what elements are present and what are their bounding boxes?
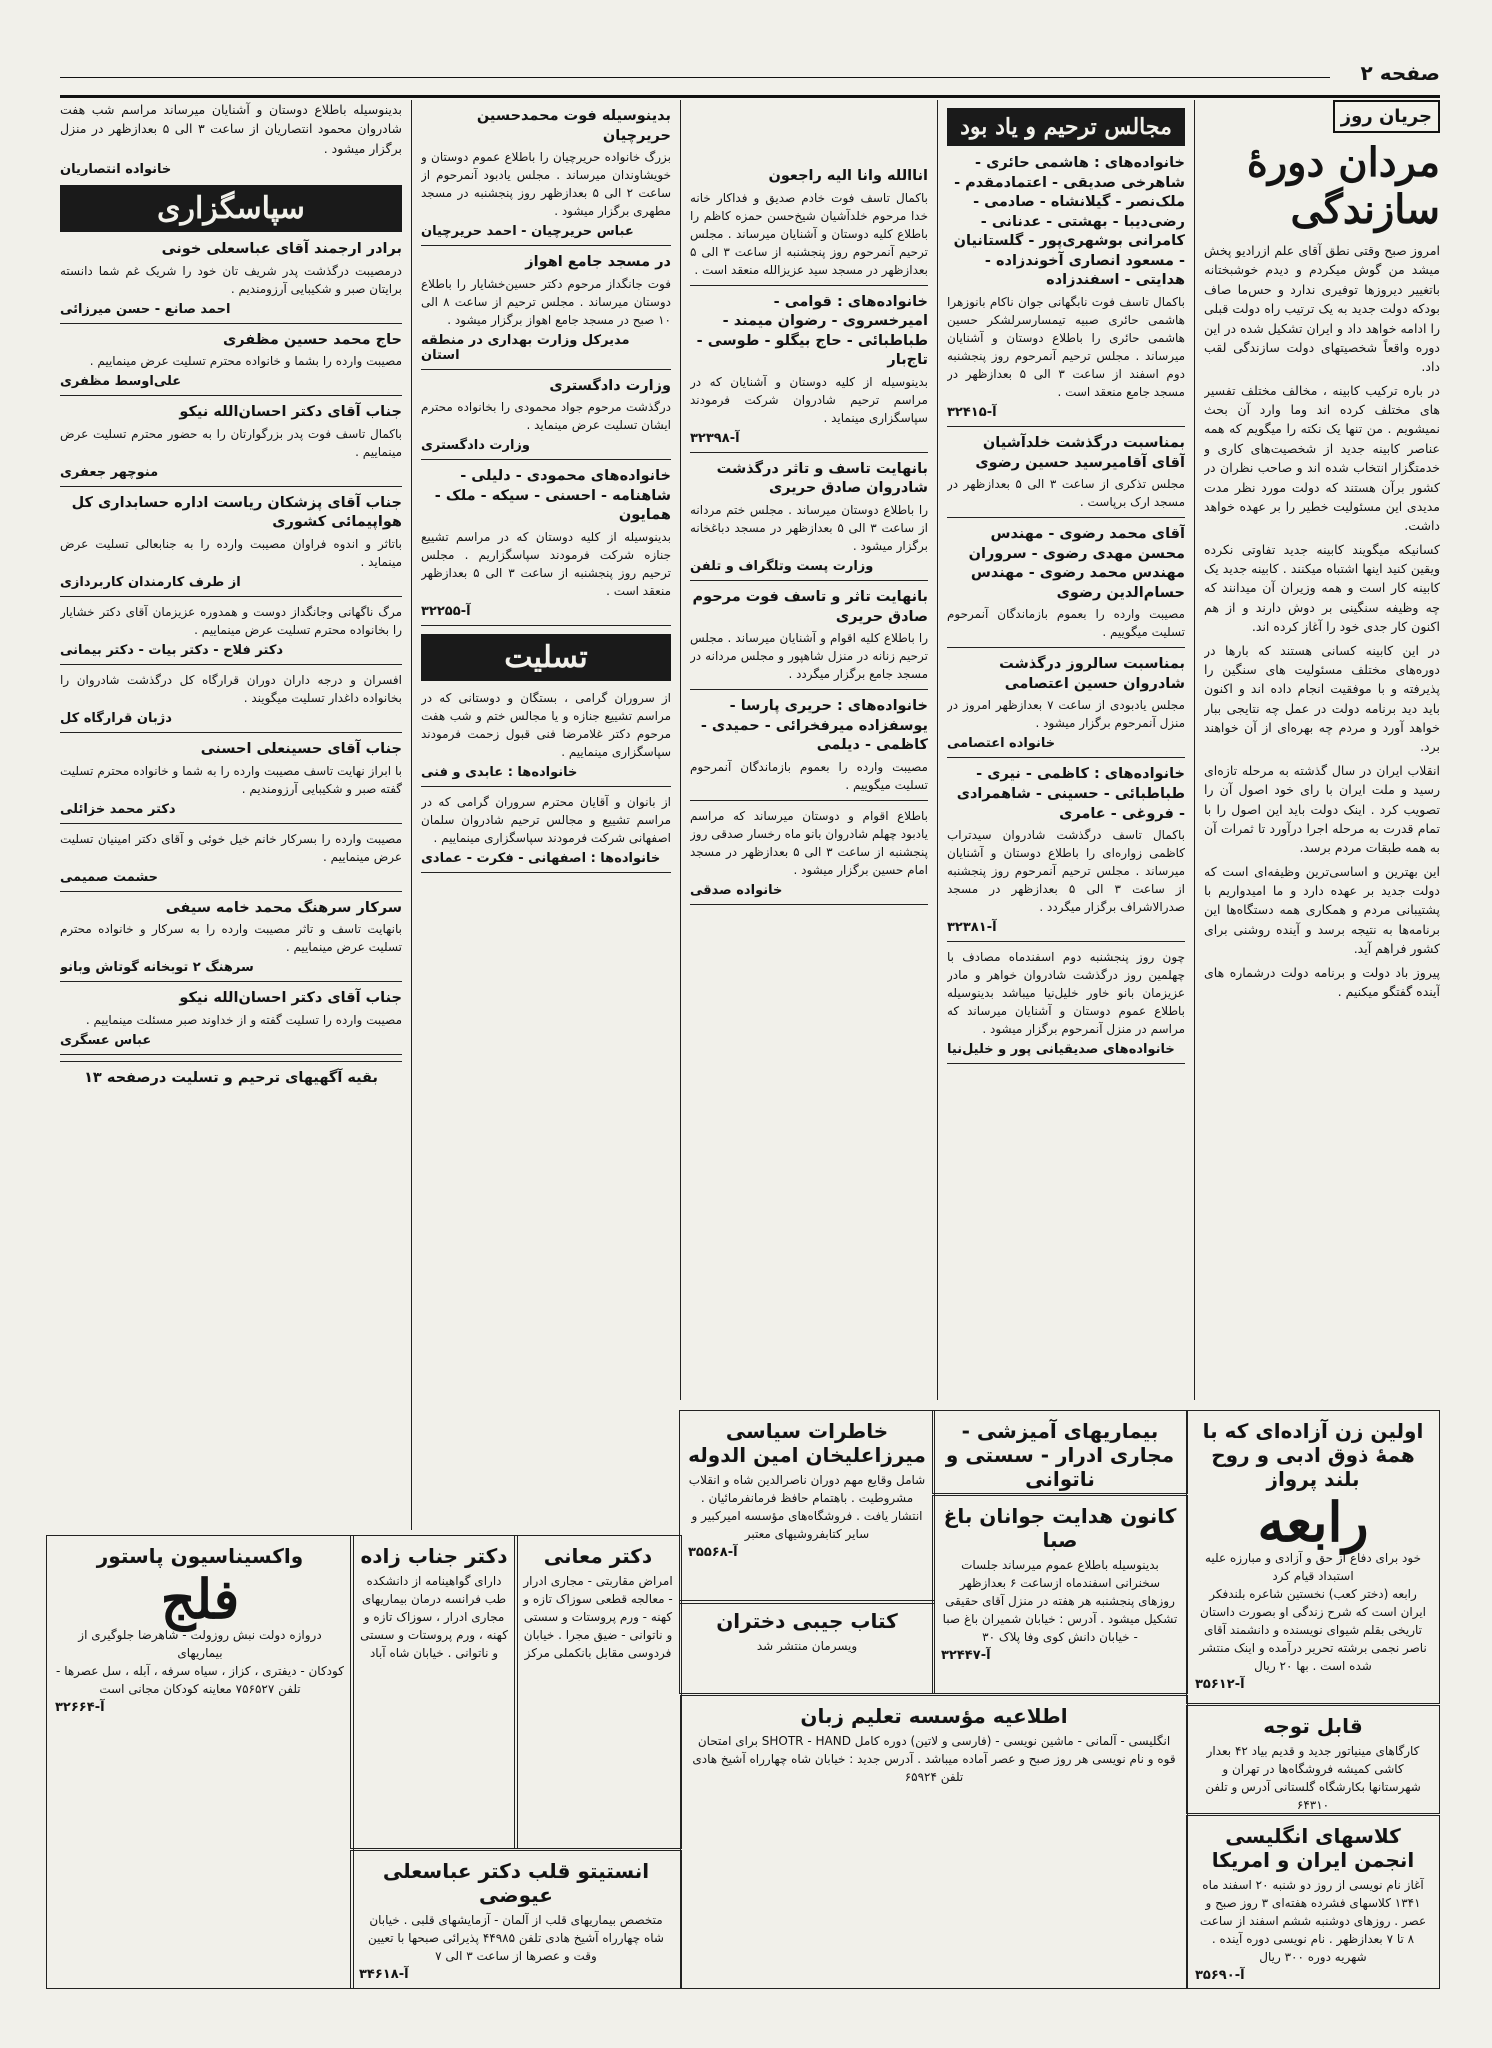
notice-signature: آ-۳۲۳۹۸ [690, 430, 740, 446]
notice [60, 989, 402, 1055]
notice-body: مجلس تذکری از ساعت ۳ الی ۵ بعدازظهر در مسجد ارک برپاست . [947, 477, 1185, 510]
notice-signature: دکتر فلاح - دکتر بیات - دکتر بیمانی [60, 642, 284, 658]
notice-divider [60, 664, 402, 665]
thanks-column [60, 100, 402, 1560]
ad-title: بیماریهای آمیزشی - مجاری ادرار - سستی و ناتوانی [945, 1419, 1175, 1491]
notice-signature: وزارت پست وتلگراف و تلفن [690, 558, 874, 574]
notice [421, 253, 671, 370]
notice [947, 154, 1185, 427]
ad-details: رابعه (دختر کعب) نخستین شاعره بلندفکر ایران است که شرح زندگی او بصورت داستان تاریخی بقلم شیوای نویسنده و دانشمند آقای ناصر نجمی برشته تحریر درآمده و اینک منتشر شده است . بها ۲۰ ریال [1199, 1587, 1427, 1673]
notice [60, 494, 402, 597]
column-box-title: جریان روز [1333, 100, 1440, 133]
notice-body: مصیبت وارده را بعموم بازماندگان آنمرحوم تسلیت میگوییم . [947, 607, 1185, 640]
notice-signature: خانواده‌های صدیقیانی پور و خلیل‌نیا [947, 1042, 1175, 1058]
thanks-title-bar: سپاسگزاری [60, 185, 402, 232]
notice-heading: خانواده‌های : قوامی - امیرخسروی - رضوان میمند - طباطبائی - حاج بیگلو - طوسی - تاج‌بار [696, 293, 928, 369]
column-divider [1194, 100, 1195, 1400]
notice-signature: وزارت دادگستری [421, 438, 530, 454]
notice-heading: در مسجد جامع اهواز [525, 254, 671, 271]
notice-body: باکمال تاسف درگذشت شادروان سیدتراب کاظمی زواره‌ای را باطلاع دوستان و آشنایان میرساند . مجلس ترحیم آنمرحوم روز پنجشنبه از ساعت ۳ الی ۵ بعدازظهر در مسجد صدرالاشراف برگزار میگردد . [947, 828, 1185, 915]
notice-signature: عباس عسگری [60, 1032, 152, 1048]
ad-code: آ-۳۵۵۶۸ [688, 1545, 738, 1560]
notice [60, 603, 402, 665]
ad-body: آغاز نام نویسی از روز دو شنبه ۲۰ اسفند ماه ۱۳۴۱ کلاسهای فشرده هفته‌ای ۳ روز صبح و عصر . روزهای دوشنبه ششم اسفند از ساعت ۸ تا ۷ بعدازظهر . نام نویسی دوره آینده . شهریه دوره ۳۰۰ ریال [1199, 1878, 1427, 1964]
editorial-paragraph: امروز صبح وقتی نطق آقای علم ازرادیو پخش میشد من گوش میکردم و دیدم خوشبختانه باتغییر دیروزها توفیری ندارد و حس‌ما صاف بودکه دولت جدید به یک ترتیب راه دولت قبلی را ادامه خواهد داد و ایران تشکیل شده در این دوره واقعاً شخصیتهای دولت سازندگی لقب داد. [1204, 243, 1440, 375]
notice-signature: سرهنگ ۲ توبخانه گوتاش وبانو [60, 960, 254, 976]
notice [60, 740, 402, 824]
notice [60, 671, 402, 733]
notice-body: بزرگ خانواده حریرچیان را باطلاع عموم دوستان و خویشاوندان میرساند . مجلس یادبود آنمرحوم از ساعت ۲ الی ۵ بعدازظهر روز پنجشنبه در مسجد مطهری برگزار میشود . [421, 150, 671, 219]
notice-body: مصیبت وارده را بسرکار خانم خیل خوئی و آقای دکتر امینیان تسلیت عرض مینماییم . [60, 831, 402, 864]
notice-body: مصیبت وارده را تسلیت گفته و از خداوند صبر مسئلت مینماییم . [85, 1012, 402, 1027]
column-divider [680, 100, 681, 1400]
notice-signature: دژبان قرارگاه کل [60, 710, 172, 726]
notice [690, 293, 928, 453]
ad-notice [1186, 1705, 1440, 1814]
ad-display-word: فلج [160, 1567, 240, 1631]
notice-heading: خانواده‌های محمودی - دلیلی - شاهنامه - احسنی - سیکه - ملک - همایون [434, 468, 671, 524]
page-number: صفحه ۲ [1360, 61, 1440, 85]
ad-code: آ-۳۵۶۱۲ [1195, 1677, 1245, 1692]
notice-body: باتاثر و اندوه فراوان مصیبت وارده را به جنابعالی تسلیت عرض مینماید . [60, 536, 402, 569]
ad-pasteur-vaccination [46, 1535, 354, 1989]
ad-title: اطلاعیه مؤسسه تعلیم زبان [800, 1704, 1068, 1728]
notice-body: بانهایت تاسف و تاثر مصیبت وارده را به سرکار و خانواده محترم تسلیت عرض مینماییم . [60, 922, 402, 955]
notice-heading: خانواده‌های : هاشمی حائری - شاهرخی صدیقی - اعتمادمقدم - ملک‌نصر - گیلانشاه - صادمی - رضی‌دیبا - بهشتی - عدنانی - کامرانی بوشهری‌پور - گلستانیان - مسعود انصاری آخوندزاده - هدایتی - اسفندزاده [953, 155, 1185, 289]
continued-footer: بقیه آگهیهای ترحیم و تسلیت درصفحه ۱۳ [84, 1069, 378, 1086]
notice-heading: آقای محمد رضوی - مهندس محسن مهدی رضوی - سروران مهندس محمد رضوی - مهندس حسام‌الدین رضوی [968, 526, 1185, 601]
ad-body: خود برای دفاع از حق و آزادی و مبارزه علیه استبداد قیام کرد [1205, 1551, 1421, 1583]
ad-title: خاطرات سیاسی میرزاعلیخان امین الدوله [688, 1419, 926, 1467]
condolence-title-bar: تسلیت [421, 634, 671, 681]
notice-signature: خانواده‌ها : عابدی و فنی [421, 764, 578, 780]
notice-heading: بانهایت تاسف و تاثر درگذشت شادروان صادق حریری [716, 460, 928, 497]
notice-body: با ابراز نهایت تاسف مصیبت وارده را به شما و خانواده محترم تسلیت گفته صبر و شکیبایی آرزومندیم . [60, 763, 402, 796]
column-divider [937, 100, 938, 1400]
notice-divider [421, 459, 671, 460]
ad-body: انگلیسی - آلمانی - ماشین نویسی - (فارسی و لاتین) دوره کامل SHOTR - HAND برای امتحان قوه و نام نویسی هر روز صبح و عصر آماده میباشد . آدرس جدید : خیابان شاه چهارراه آشیخ هادی تلفن ۶۵۹۲۴ [692, 1734, 1176, 1784]
ad-code: آ-۳۴۶۱۸ [359, 1967, 409, 1982]
ad-body: کارگاهای مینیاتور جدید و قدیم بیاد ۴۲ بعدار کاشی کمیشه فروشگاه‌ها در تهران و شهرستانها بکارشگاه گلستانی آدرس و تلفن ۶۴۳۱۰ [1205, 1744, 1421, 1812]
notice-divider [947, 517, 1185, 518]
notice-divider [60, 981, 402, 982]
notice [421, 377, 671, 461]
ad-title: کلاسهای انگلیسی انجمن ایران و امریکا [1211, 1824, 1415, 1872]
ad-display-word: رابعه [1257, 1490, 1369, 1554]
editorial-paragraph: کسانیکه میگویند کابینه جدید تفاوتی نکرده ویقین کنید اینها اشتباه میکنند . کابینه جدید یک کابینه کار است و همه وزیران آن میدانند که چه وظیفه سنگینی بر دوش دارند و از هم اکنون کار جدی خود را آغاز کرده اند. [1204, 541, 1440, 635]
ad-dr-jenabzadeh [350, 1535, 518, 1849]
memorial-notices [947, 154, 1185, 1064]
notice-divider [947, 426, 1185, 427]
notice-heading: بمناسبت درگذشت خلدآشیان آقای آقامیرسید حسین رضوی [975, 434, 1185, 471]
notice-heading: خانواده‌های : حریری پارسا - یوسفزاده میرفخرائی - حمیدی - کاظمی - دیلمی [700, 698, 928, 754]
notice-divider [947, 647, 1185, 648]
ad-title: اولین زن آزاده‌ای که با همهٔ ذوق ادبی و روح بلند پرواز [1202, 1419, 1424, 1491]
notice-body: از سروران گرامی ، بستگان و دوستانی که در مراسم تشییع جنازه و یا مجالس ختم و شب هفت مرحوم دکتر غلامرضا فنی قبول زحمت فرمودند سپاسگزاری مینماییم . [421, 690, 671, 759]
notice-body: درگذشت مرحوم جواد محمودی را بخانواده محترم ایشان تسلیت عرض مینماید . [421, 400, 671, 433]
memorial-column-3 [421, 100, 671, 1530]
editorial-paragraph: در این کابینه کسانی هستند که بارها در دوره‌های مختلف مسئولیت های سنگین را پذیرفته و با موفقیت انجام داده اند و اکنون باید دید برنامه دولت در عمل چه نتایجی ببار خواهد آورد و مردم چه بهره‌ای از آن خواهند برد. [1204, 642, 1440, 755]
newspaper-page [55, 55, 1440, 2025]
notice [421, 793, 671, 873]
ad-heart-institute [350, 1850, 682, 1989]
ad-title: کانون هدایت جوانان باغ صبا [943, 1504, 1177, 1552]
notice-divider [60, 823, 402, 824]
ad-english-classes [1186, 1815, 1440, 1989]
notice-signature: احمد صانع - حسن میرزائی [60, 301, 231, 317]
memorial-notices [690, 167, 928, 905]
notice [60, 830, 402, 892]
memorial-title-bar: مجالس ترحیم و یاد بود [947, 108, 1185, 146]
ad-body: امراض مقاربتی - مجاری ادرار - معالجه قطعی سوزاک تازه و کهنه - ورم پروستات و سستی و ناتوانی - ضیق مجرا . خیابان فردوسی مقابل بانکملی مرکز [523, 1574, 673, 1660]
notice-divider [421, 245, 671, 246]
memorial-column-2 [690, 100, 928, 1400]
notice-body: فوت جانگداز مرحوم دکتر حسین‌خشایار را باطلاع دوستان میرساند . مجلس ترحیم از ساعت ۸ الی ۱۰ صبح در مسجد جامع اهواز برگزار میشود . [421, 276, 671, 327]
notice [60, 331, 402, 397]
notice-body: باکمال تاسف فوت خادم صدیق و فداکار خانه خدا مرحوم خلدآشیان شیخ‌حسن حمزه کاظم را باطلاع کلیه دوستان و آشنایان میرساند . مجلس ترحیم آنمرحوم روز پنجشنبه از ساعت ۳ الی ۵ بعدازظهر در مسجد سید عزیزالله منعقد است . [690, 190, 928, 277]
top-notice: بدینوسیله باطلاع دوستان و آشنایان میرساند مراسم شب هفت شادروان محمود انتصاریان از ساعت ۳ الی ۵ بعدازظهر در منزل برگزار میشود . [60, 102, 402, 156]
ad-dr-maani [514, 1535, 682, 1849]
editorial-paragraph: پیروز باد دولت و برنامه دولت درشماره های آینده گفتگو میکنیم . [1204, 964, 1440, 999]
notice-heading: اناالله وانا الیه راجعون [768, 168, 928, 184]
notice-body: مرگ ناگهانی وجانگداز دوست و همدوره عزیزمان آقای دکتر خشایار را بخانواده محترم تسلیت عرض مینماییم . [60, 604, 402, 637]
notice [690, 167, 928, 286]
notice-heading: جناب آقای دکتر احسان‌الله نیکو [179, 990, 402, 1007]
notice-heading: بمناسبت سالروز درگذشت شادروان حسین اعتصامی [999, 656, 1185, 692]
notice-body: از بانوان و آقایان محترم سروران گرامی که در مراسم تشییع و مجالس ترحیم شادروان سلمان اصفهانی شرکت فرمودند سپاسگزاری مینماییم . [421, 794, 671, 845]
memorial-column-1 [947, 100, 1185, 1400]
notice-divider [690, 580, 928, 581]
notice-signature: مدیرکل وزارت بهداری در منطقه استان [421, 332, 630, 363]
editorial-paragraph: انقلاب ایران در سال گذشته به مرحله تازه‌ای رسید و ملت ایران با رای خود اصول آن را تصویب کرد . اینک دولت باید این اصول را با تمام قدرت به مرحله اجرا درآورد تا ثمرات آن به همه طبقات مردم برسد. [1204, 762, 1440, 856]
notice [947, 434, 1185, 518]
ad-title: دکتر معانی [543, 1544, 653, 1568]
notice-divider [60, 486, 402, 487]
notice-signature: آ-۳۲۲۵۵ [421, 603, 471, 619]
ad-title: قابل توجه [1263, 1714, 1363, 1738]
editorial-paragraph: در باره ترکیب کابینه ، مخالف مختلف تفسیر های مختلف کرده اند وما وارد آن بحث نمیشویم . من تنها یک نکته را میگویم که همه عناصر کابینه جدید از شخصیت‌های کاری و خدمتگزار انتخاب شده اند و صاحب نظران در کشور برآن هستند که دولت مورد نظر مدت مدیدی این مسئولیت خطیر را بر عهده خواهد داشت. [1204, 382, 1440, 534]
notice-body: باکمال تاسف فوت نابگهانی جوان ناکام بانوزهرا هاشمی حائری صبیه تیمسارسرلشکر حسین هاشمی حائری را باطلاع دوستان و آشنایان میرساند . مجلس ترحیم آنمرحوم روز پنجشنبه دوم اسفند از ساعت ۳ الی ۵ بعدازظهر در مسجد جامع منعقد است . [947, 294, 1185, 399]
notice-heading: وزارت دادگستری [549, 377, 671, 394]
ad-details: کودکان - دیفتری ، کزاز ، سیاه سرفه ، آبله ، سل عصرها - تلفن ۷۵۶۵۲۷ معاینه کودکان مجانی است [56, 1664, 344, 1696]
notice-body: چون روز پنجشنبه دوم اسفندماه مصادف با چهلمین روز درگذشت شادروان خواهر و مادر عزیزمان بانو خاور خلیل‌نیا میباشد بدینوسیله باطلاع عموم دوستان و آشنایان میرساند که مراسم در منزل آنمرحوم برگزار میشود . [947, 950, 1185, 1037]
notice-divider [60, 1054, 402, 1055]
ad-youth-center [932, 1495, 1188, 1694]
notice-body: مصیبت وارده را بشما و خانواده محترم تسلیت عرض مینماییم . [89, 354, 402, 369]
notice [947, 765, 1185, 942]
notice-heading: بانهایت تاثر و تاسف فوت مرحوم صادق حریری [692, 588, 928, 625]
notice-heading: جناب آقای حسینعلی احسنی [200, 740, 402, 757]
top-notice-sign: خانواده انتصاریان [60, 162, 172, 178]
editorial-body [1204, 241, 1440, 1001]
notice-heading: خانواده‌های : کاظمی - نیری - طباطبائی - حسینی - شاهمرادی - فروغی - عامری [956, 766, 1185, 822]
notice-signature: علی‌اوسط مظفری [60, 374, 182, 390]
notice-divider [60, 323, 402, 324]
notice [690, 807, 928, 905]
notice-heading: جناب آقای پزشکان ریاست اداره حسابداری کل هواپیمائی کشوری [71, 494, 402, 531]
notice-body: افسران و درجه داران دوران قرارگاه کل درگذشت شادروان را بخانواده داغدار تسلیت میگویند . [60, 672, 402, 705]
notice-body: باکمال تاسف فوت پدر بزرگوارتان را به حضور محترم تسلیت عرض مینماییم . [60, 426, 402, 459]
thanks-notices [60, 240, 402, 1055]
notice-divider [421, 625, 671, 626]
notice-heading: سرکار سرهنگ محمد خامه سیفی [165, 899, 402, 916]
ad-clinic-mehran [932, 1410, 1188, 1494]
ad-title: واکسیناسیون پاستور [96, 1544, 304, 1568]
notice-body: بدینوسیله از کلیه دوستان که در مراسم تشییع جنازه شرکت فرمودند سپاسگزاریم . مجلس ترحیم روز پنجشنبه از ساعت ۳ الی ۵ بعدازظهر منعقد است . [421, 529, 671, 598]
notice [60, 403, 402, 487]
notice-body: باطلاع اقوام و دوستان میرساند که مراسم یادبود چهلم شادروان بانو ماه رخسار صدقی روز پنجشنبه از ساعت ۳ الی ۵ بعدازظهر در مسجد امام حسین برگزار میشود . [690, 808, 928, 877]
notice-signature: دکتر محمد خزائلی [60, 801, 176, 817]
notice-signature: حشمت صمیمی [60, 869, 159, 885]
notice-divider [690, 285, 928, 286]
notice-signature: از طرف کارمندان کاربردازی [60, 574, 241, 590]
notice-divider [947, 941, 1185, 942]
notice-signature: آ-۳۲۳۸۱ [947, 920, 997, 936]
notice-signature: خانواده صدقی [690, 882, 783, 898]
notice-body: بدینوسیله از کلیه دوستان و آشنایان که در مراسم ترحیم شادروان شرکت فرمودند سپاسگزاری مینماید . [690, 374, 928, 425]
notice [60, 899, 402, 983]
ad-title: کتاب جیبی دختران [716, 1609, 898, 1633]
header-rule [60, 77, 1330, 78]
ad-pocket-book [679, 1600, 935, 1694]
ad-title: دکتر جناب زاده [360, 1544, 508, 1568]
notice-heading: حاج محمد حسین مظفری [222, 331, 402, 348]
column-divider [411, 100, 412, 1530]
ad-code: آ-۳۲۶۶۴ [55, 1700, 105, 1715]
notice-divider [60, 395, 402, 396]
notice-heading: بدینوسیله فوت محمدحسین حریرچیان [476, 108, 671, 144]
notice [690, 588, 928, 690]
notice [421, 467, 671, 626]
ad-body: دارای گواهینامه از دانشکده طب فرانسه درمان بیماریهای مجاری ادرار ، سوزاک تازه و کهنه ، ورم پروستات و سستی و ناتوانی . خیابان شاه آباد [360, 1574, 508, 1660]
editorial-title: مردان دورهٔ سازندگی [1246, 139, 1440, 233]
editorial-column [1204, 100, 1440, 1400]
notice-heading: جناب آقای دکتر احسان‌الله نیکو [179, 404, 402, 421]
memorial-notices [421, 107, 671, 626]
notice-heading: برادر ارجمند آقای عباسعلی خونی [161, 241, 402, 258]
ad-body: دروازه دولت نبش روزولت - شاهرضا جلوگیری از بیماریهای [78, 1628, 322, 1660]
notice [947, 655, 1185, 758]
notice [690, 697, 928, 801]
notice-signature: خانواده اعتصامی [947, 736, 1056, 752]
notice-divider [421, 786, 671, 787]
notice-divider [421, 369, 671, 370]
notice-divider [60, 596, 402, 597]
notice [421, 689, 671, 787]
notice-divider [690, 689, 928, 690]
ad-memoirs-book [679, 1410, 935, 1604]
notice-body: مجلس یادبودی از ساعت ۷ بعدازظهر امروز در منزل آنمرحوم برگزار میشود . [947, 698, 1185, 731]
ad-language-institute [680, 1695, 1188, 1989]
ad-body: شامل وقایع مهم دوران ناصرالدین شاه و انقلاب مشروطیت . باهتمام حافظ فرمانفرمائیان . انتشار یافت . فروشگاه‌های مؤسسه امیرکبیر و سایر کتابفروشیهای معتبر [688, 1473, 926, 1541]
notice-divider [60, 732, 402, 733]
notice-signature: عباس حریرچیان - احمد حریرچیان [421, 224, 634, 240]
notice [947, 948, 1185, 1064]
notice-body: درمصیبت درگذشت پدر شریف تان خود را شریک غم شما دانسته برایتان صبر و شکیبایی آرزومندیم . [60, 263, 402, 296]
page-header [60, 55, 1440, 98]
ad-body: ویسرمان منتشر شد [756, 1639, 858, 1653]
notice-body: را باطلاع دوستان میرساند . مجلس ختم مردانه از ساعت ۳ الی ۵ بعدازظهر در مسجد دباغخانه برگزار میشود . [690, 502, 928, 553]
ad-code: آ-۳۵۶۹۰ [1195, 1968, 1245, 1983]
notice-signature: خانواده‌ها : اصفهانی - فکرت - عمادی [421, 850, 661, 866]
notice-divider [60, 891, 402, 892]
notice-divider [947, 1063, 1185, 1064]
notice [947, 525, 1185, 648]
notice [60, 240, 402, 324]
notice-divider [690, 452, 928, 453]
notice-divider [690, 904, 928, 905]
notice-divider [947, 757, 1185, 758]
notice [690, 460, 928, 581]
ad-body: متخصص بیماریهای قلب از آلمان - آزمایشهای قلبی . خیابان شاه چهارراه آشیخ هادی تلفن ۴۴۹۸۵ پذیرائی صبحها با تعیین وقت و عصرها از ساعت ۳ الی ۷ [368, 1913, 664, 1963]
editorial-paragraph: این بهترین و اساسی‌ترین وظیفه‌ای است که دولت جدید بر عهده دارد و ما امیدواریم با پشتیبانی مردم و همکاری همه دستگاه‌ها این برنامه‌ها به نتیجه برسد و آینده روشنی برای کشور فراهم آید. [1204, 863, 1440, 957]
notice-signature: آ-۳۲۴۱۵ [947, 404, 997, 420]
notice-body: را باطلاع کلیه اقوام و آشنایان میرساند . مجلس ترحیم زنانه در منزل شاهپور و مجلس مردانه در مسجد جامع برگزار میگردد . [690, 631, 928, 682]
ad-code: آ-۳۲۴۴۷ [941, 1648, 991, 1663]
ad-rabeae [1186, 1410, 1440, 1704]
ad-body: بدینوسیله باطلاع عموم میرساند جلسات سخنرانی اسفندماه ازساعت ۶ بعدازظهر روزهای پنجشنبه هر هفته در منزل آقای حقیقی تشکیل میشود . آدرس : خیابان شمیران باغ صبا - خیابان دانش کوی وفا پلاک ۳۰ [942, 1558, 1178, 1644]
ad-title: انستیتو قلب دکتر عباسعلی عیوضی [382, 1859, 650, 1907]
condolence-notices [421, 689, 671, 873]
notice-divider [690, 800, 928, 801]
notice-body: مصیبت وارده را بعموم بازماندگان آنمرحوم تسلیت میگوییم . [690, 759, 928, 792]
notice-divider [421, 872, 671, 873]
notice-signature: منوچهر جعفری [60, 464, 159, 480]
notice [421, 107, 671, 246]
